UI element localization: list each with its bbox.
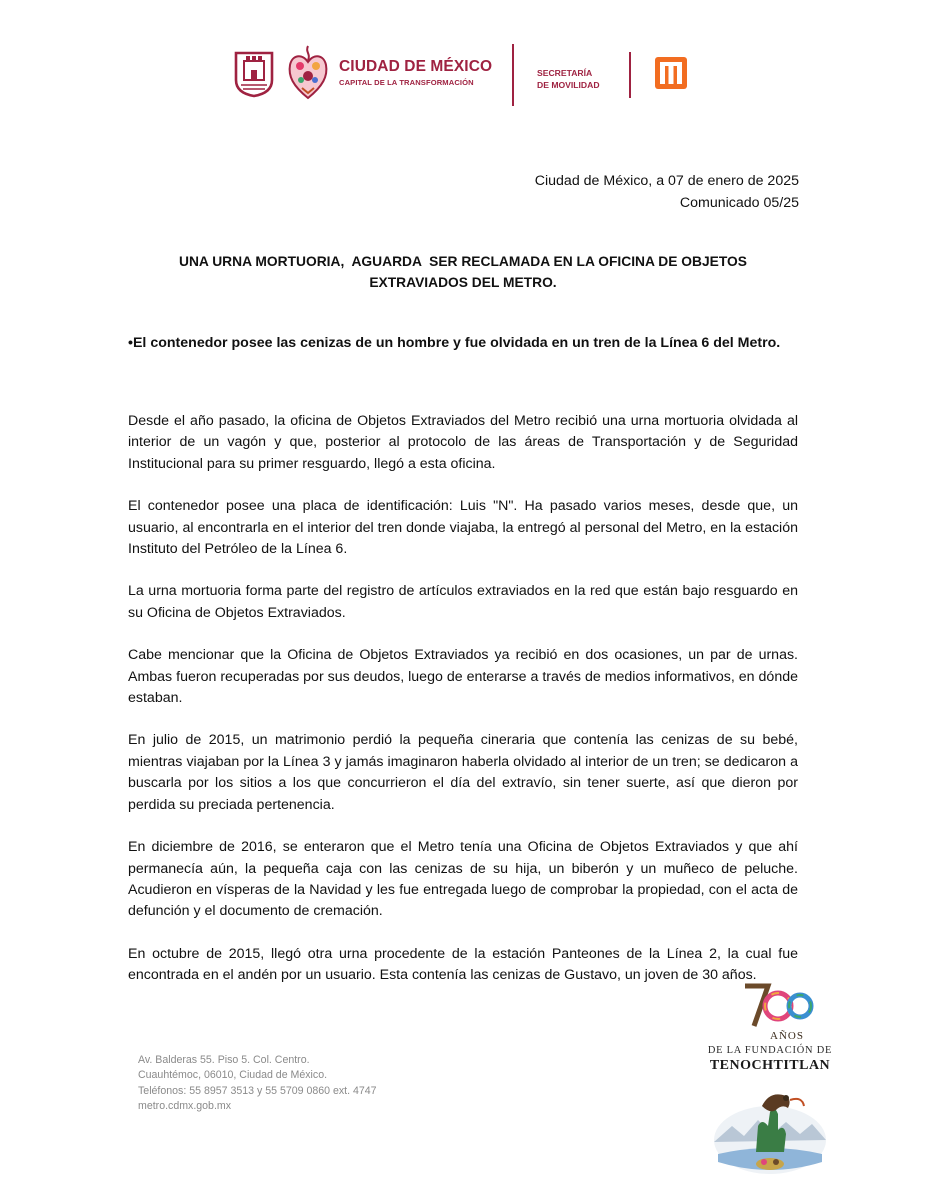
paragraph: En octubre de 2015, llegó otra urna procedente de la estación Panteones de la Línea 2, la cual fue encontrada en el andén por un usuario. Esta contenía las cenizas de Gustavo, un joven de 30 años. bbox=[128, 945, 798, 984]
secretaria-line2: DE MOVILIDAD bbox=[537, 80, 600, 90]
cdmx-title: CIUDAD DE MÉXICO bbox=[339, 58, 493, 75]
paragraph: En diciembre de 2016, se enteraron que el Metro tenía una Oficina de Objetos Extraviados y que ahí permanecía aún, la pequeña caja con las cenizas de su hija, un biberón y un muñeco de peluche. Acudieron en vísperas de la Navidad y les fue entregada luego de comprobar la propiedad, con el acta de defunción y el documento de cremación. bbox=[128, 839, 798, 920]
secretaria-line1: SECRETARÍA bbox=[537, 68, 593, 78]
tenochtitlan-label: TENOCHTITLAN bbox=[709, 1058, 831, 1073]
paragraph: La urna mortuoria forma parte del registro de artículos extraviados en la red que están bajo resguardo en su Oficina de Objetos Extraviados. bbox=[128, 583, 798, 621]
eagle-cactus-emblem-icon bbox=[712, 1082, 828, 1178]
cdmx-subtitle: CAPITAL DE LA TRANSFORMACIÓN bbox=[339, 78, 474, 87]
letterhead bbox=[233, 40, 703, 106]
seven-hundred-numeral bbox=[742, 980, 814, 1030]
anos-label: AÑOS bbox=[770, 1030, 804, 1042]
address-line-2: Cuauhtémoc, 06010, Ciudad de México. bbox=[138, 1069, 328, 1082]
place-date: Ciudad de México, a 07 de enero de 2025 bbox=[534, 173, 799, 189]
cdmx-shield-icon bbox=[233, 50, 275, 98]
header-divider-secondary bbox=[629, 52, 631, 98]
dateline bbox=[535, 170, 799, 214]
metro-logo-icon bbox=[654, 56, 688, 90]
bulletin-number: Comunicado 05/25 bbox=[679, 195, 799, 211]
website-link[interactable]: metro.cdmx.gob.mx bbox=[138, 1100, 232, 1113]
address-line-1: Av. Balderas 55. Piso 5. Col. Centro. bbox=[138, 1054, 310, 1066]
paragraph: Cabe mencionar que la Oficina de Objetos Extraviados ya recibió en dos ocasiones, un par de urnas. Ambas fueron recuperadas por sus deudos, luego de enterarse a través de medios informativos, en dónde estaban. bbox=[128, 647, 798, 707]
secretaria-label bbox=[537, 67, 600, 91]
header-divider bbox=[512, 44, 514, 106]
body-text bbox=[128, 411, 798, 1008]
phone-numbers: Teléfonos: 55 8957 3513 y 55 5709 0860 ext. 4747 bbox=[138, 1084, 377, 1097]
fundacion-label: DE LA FUNDACIÓN DE bbox=[707, 1045, 833, 1056]
cdmx-heart-logo-icon bbox=[285, 44, 331, 102]
paragraph: El contenedor posee una placa de identificación: Luis "N". Ha pasado varios meses, desde que, un usuario, al encontrarla en el interior del tren donde viajaba, la entregó al personal del Metro, en la estación Instituto del Petróleo de la Línea 6. bbox=[128, 498, 798, 558]
press-release-title bbox=[128, 251, 798, 293]
paragraph: En julio de 2015, un matrimonio perdió la pequeña cineraria que contenía las cenizas de su bebé, mientras viajaban por la Línea 3 y jamás imaginaron haberla olvidado al interior de un tren; se dedicaron a buscarla por los sitios a los que concurrieron el día del extravío, sin tener suerte, así que dieron por perdida su preciada pertenencia. bbox=[128, 732, 798, 813]
footer-address bbox=[138, 1053, 377, 1115]
title-line-1: UNA URNA MORTUORIA, AGUARDA SER RECLAMADA EN LA OFICINA DE OBJETOS bbox=[179, 254, 747, 269]
cdmx-wordmark bbox=[339, 58, 492, 87]
summary-bullet: •El contenedor posee las cenizas de un hombre y fue olvidada en un tren de la Línea 6 del Metro. bbox=[128, 335, 781, 351]
paragraph: Desde el año pasado, la oficina de Objetos Extraviados del Metro recibió una urna mortuoria olvidada al interior de un vagón y que, posterior al protocolo de las áreas de Transportación y de Seguridad Institucional para su primer resguardo, llegó a esta oficina. bbox=[128, 413, 798, 472]
anniversary-logo bbox=[690, 978, 850, 1198]
title-line-2: EXTRAVIADOS DEL METRO. bbox=[369, 275, 557, 290]
